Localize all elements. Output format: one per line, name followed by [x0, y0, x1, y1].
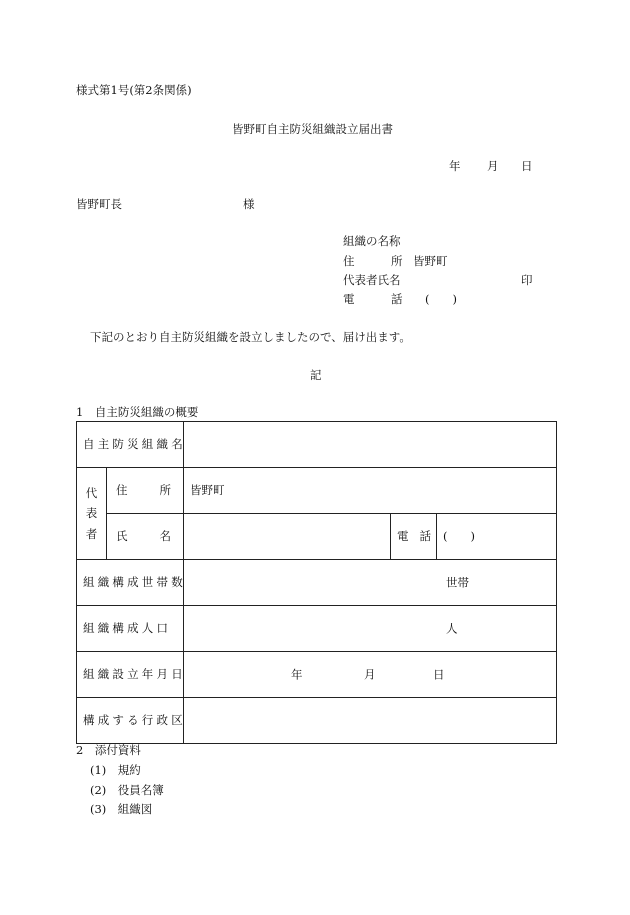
addressee-honorific: 様 — [243, 197, 255, 211]
rep-phone-value[interactable]: ( ) — [437, 514, 557, 560]
applicant-phone-label-1: 電 — [343, 292, 355, 306]
attachment-item: (2) 役員名簿 — [90, 783, 164, 797]
district-label: 構成する行政区 — [77, 698, 184, 744]
applicant-address-label-2: 所 — [391, 254, 403, 268]
table-row — [77, 606, 557, 652]
body-text: 下記のとおり自主防災組織を設立しましたので、届け出ます。 — [90, 330, 411, 344]
addressee-name: 皆野町長 — [76, 197, 122, 211]
rep-address-value[interactable]: 皆野町 — [184, 468, 557, 514]
households-unit: 世帯 — [446, 574, 469, 589]
org-name-cell-label: 自主防災組織名 — [77, 422, 184, 468]
rep-name-value[interactable] — [184, 514, 391, 560]
table-row — [77, 422, 557, 468]
applicant-phone-parens: ( ) — [425, 292, 457, 306]
rep-name-label: 氏 名 — [107, 514, 184, 560]
applicant-address-label-1: 住 — [343, 254, 355, 268]
section2-heading: 2 添付資料 — [76, 743, 141, 757]
established-value[interactable] — [184, 652, 557, 698]
population-label: 組織構成人口 — [77, 606, 184, 652]
table-row — [77, 652, 557, 698]
document-title: 皆野町自主防災組織設立届出書 — [232, 122, 393, 136]
table-row — [77, 468, 557, 514]
org-name-cell-value[interactable] — [184, 422, 557, 468]
rep-name-label: 代表者氏名 — [343, 273, 401, 287]
table-row — [77, 514, 557, 560]
date-day: 日 — [521, 159, 533, 173]
representative-vertical-label: 代 表 者 — [77, 468, 107, 560]
date-year: 年 — [449, 159, 461, 173]
established-year: 年 — [291, 666, 303, 681]
households-value[interactable] — [184, 560, 557, 606]
date-month: 月 — [487, 159, 499, 173]
rep-address-label: 住 所 — [107, 468, 184, 514]
households-label: 組織構成世帯数 — [77, 560, 184, 606]
form-number: 様式第1号(第2条関係) — [76, 83, 192, 97]
established-month: 月 — [364, 666, 376, 681]
table-row — [77, 560, 557, 606]
applicant-address-value: 皆野町 — [413, 254, 448, 268]
org-name-label: 組織の名称 — [343, 234, 401, 248]
district-value[interactable] — [184, 698, 557, 744]
rep-phone-label: 電 話 — [391, 514, 437, 560]
ki-heading: 記 — [310, 368, 322, 382]
applicant-phone-label-2: 話 — [391, 292, 403, 306]
attachment-item: (1) 規約 — [90, 763, 141, 777]
attachment-item: (3) 組織図 — [90, 802, 153, 816]
population-value[interactable] — [184, 606, 557, 652]
table-row — [77, 698, 557, 744]
established-label: 組織設立年月日 — [77, 652, 184, 698]
overview-table — [76, 421, 557, 744]
established-day: 日 — [433, 666, 445, 681]
section1-heading: 1 自主防災組織の概要 — [76, 405, 199, 419]
population-unit: 人 — [446, 620, 458, 635]
seal-mark: 印 — [521, 273, 533, 287]
